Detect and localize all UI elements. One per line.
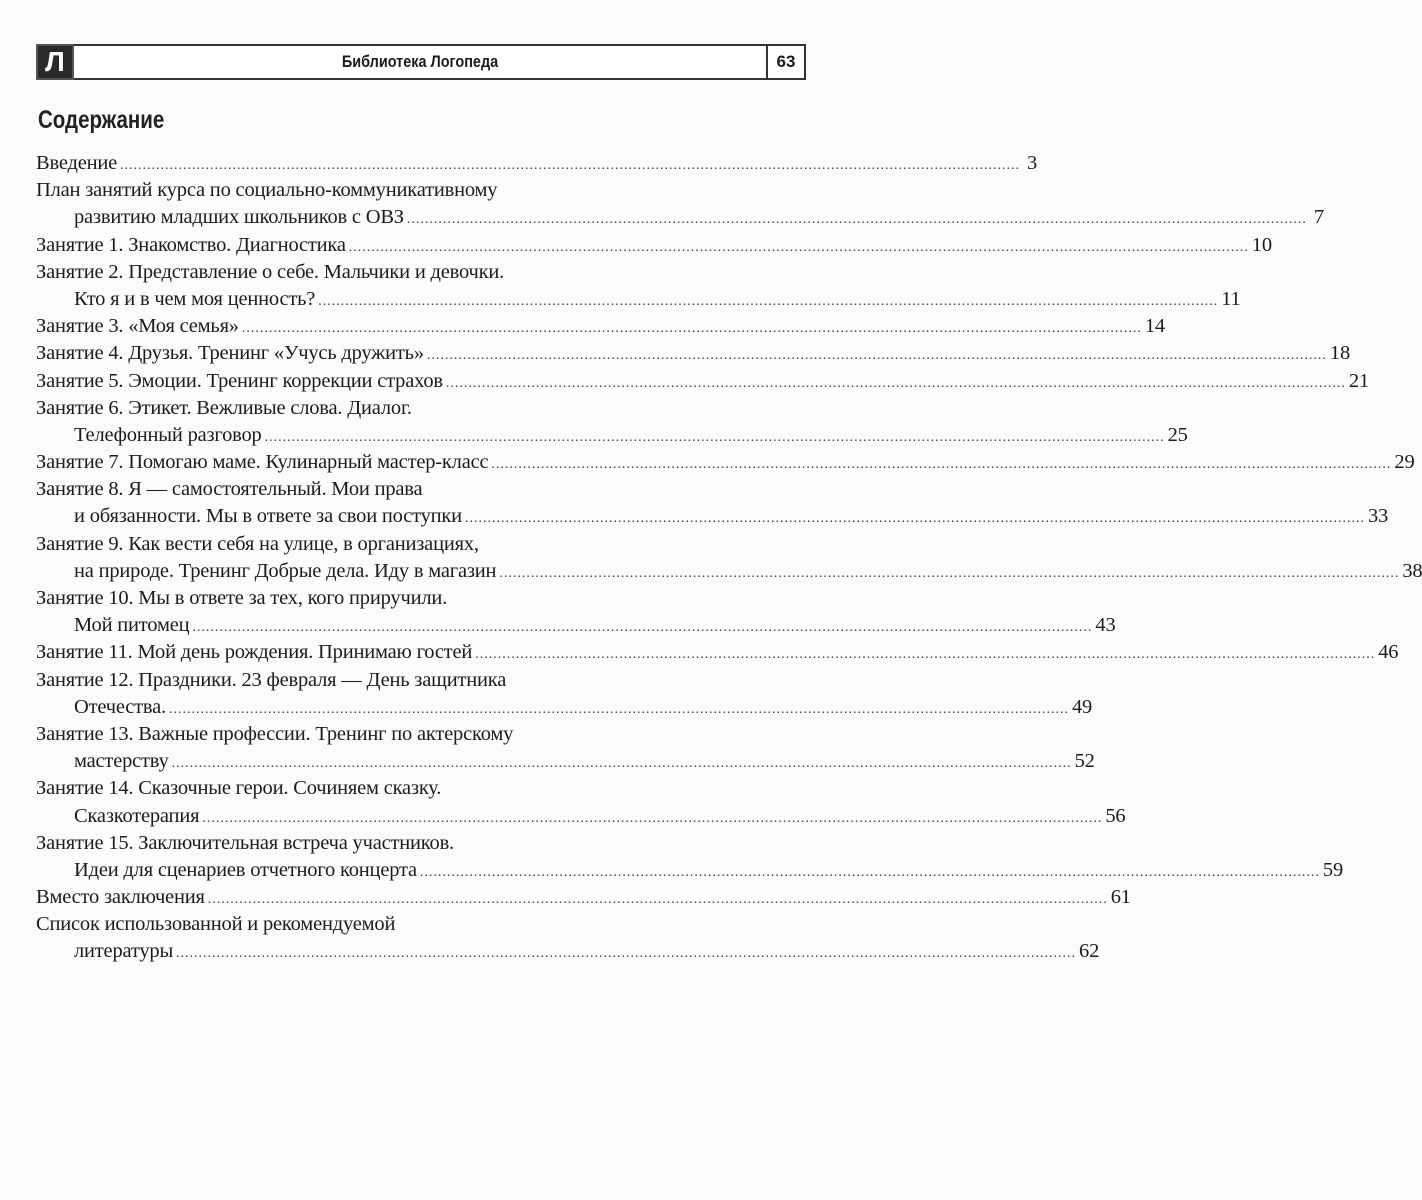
toc-entry[interactable] [36, 340, 1350, 367]
toc-page-number: 3 [1026, 152, 1038, 174]
dot-leader: ........................................................................................................................................................................................................ [192, 620, 1093, 636]
toc-page-number: 21 [1348, 369, 1370, 392]
toc-page-number: 61 [1110, 886, 1131, 909]
toc-entry-title: Занятие 3. «Моя семья» [36, 315, 239, 338]
toc-entry[interactable] [36, 639, 1399, 666]
toc-entry-title: Телефонный разговор [74, 423, 262, 446]
toc-entry-title: Занятие 5. Эмоции. Тренинг коррекции страхов [36, 369, 443, 392]
toc-entry[interactable] [36, 313, 1165, 340]
toc-entry[interactable] [36, 395, 1188, 449]
library-logo: Л [36, 44, 74, 80]
toc-entry-title: литературы [74, 940, 174, 963]
toc-entry-title: Занятие 2. Представление о себе. Мальчики и девочки. [36, 260, 505, 283]
dot-leader: ........................................................................................................................................................................................................ [419, 864, 1320, 880]
toc-entry-title: Занятие 11. Мой день рождения. Принимаю гостей [36, 641, 473, 664]
toc-entry[interactable] [36, 531, 1422, 585]
toc-entry-line [36, 476, 788, 503]
toc-entry-line [36, 694, 1093, 721]
toc-entry-line [36, 531, 788, 558]
toc-entry-line [36, 911, 788, 938]
dot-leader: ........................................................................................................................................................................................................ [464, 511, 1365, 527]
toc-entry-title: Список использованной и рекомендуемой [36, 913, 396, 936]
toc-page-number: 10 [1251, 233, 1272, 256]
toc-entry[interactable] [36, 884, 1131, 911]
toc-page-number: 59 [1322, 858, 1344, 881]
toc-page-number: 14 [1144, 315, 1165, 338]
toc-entry-title: Занятие 1. Знакомство. Диагностика [36, 233, 346, 256]
toc-entry-line [36, 259, 788, 286]
toc-entry[interactable] [36, 585, 1116, 639]
toc-entry-title: развитию младших школьников с ОВЗ [74, 206, 404, 229]
toc-entry-line [36, 830, 788, 857]
toc-entry-line [36, 585, 788, 612]
toc-entry[interactable] [36, 721, 1095, 775]
toc-page-number: 38 [1402, 559, 1422, 582]
table-of-contents [36, 150, 1422, 966]
toc-entry-line [36, 558, 1422, 585]
toc-entry-title: мастерству [74, 750, 169, 773]
toc-entry-line [36, 422, 1188, 449]
toc-entry-line [36, 884, 1131, 911]
toc-entry[interactable] [36, 177, 1324, 231]
running-header [36, 44, 806, 80]
toc-entry-line [36, 232, 1272, 259]
toc-page-number: 56 [1105, 804, 1126, 827]
toc-entry-title: Кто я и в чем моя ценность? [74, 287, 316, 310]
toc-page-number: 25 [1167, 423, 1188, 446]
toc-entry-title: План занятий курса по социально-коммуникативному [36, 179, 498, 202]
toc-entry-title: Занятие 14. Сказочные герои. Сочиняем сказку. [36, 777, 442, 800]
toc-entry-title: Идеи для сценариев отчетного концерта [74, 858, 417, 881]
dot-leader: ........................................................................................................................................................................................................ [475, 647, 1376, 663]
toc-entry-title: Сказкотерапия [74, 804, 200, 827]
toc-entry-title: Занятие 13. Важные профессии. Тренинг по актерскому [36, 722, 514, 745]
toc-entry-line [36, 395, 788, 422]
toc-entry[interactable] [36, 476, 1389, 530]
toc-entry-line [36, 313, 1165, 340]
dot-leader: ........................................................................................................................................................................................................ [207, 892, 1108, 908]
toc-entry-title: Занятие 10. Мы в ответе за тех, кого приручили. [36, 587, 448, 609]
toc-page-number: 62 [1079, 940, 1100, 963]
page-number: 63 [766, 44, 806, 80]
toc-page-number: 29 [1394, 451, 1415, 474]
toc-page-number: 33 [1367, 505, 1389, 528]
toc-entry-title: Занятие 12. Праздники. 23 февраля — День защитника [36, 668, 507, 691]
toc-entry-line [36, 449, 1415, 476]
toc-entry[interactable] [36, 775, 1126, 829]
dot-leader: ........................................................................................................................................................................................................ [445, 375, 1346, 391]
toc-entry-line [36, 150, 1038, 177]
toc-entry[interactable] [36, 911, 1100, 965]
toc-entry-title: и обязанности. Мы в ответе за свои поступки [74, 505, 462, 528]
toc-heading: Содержание [38, 106, 165, 134]
toc-entry-title: Занятие 8. Я — самостоятельный. Мои права [36, 478, 423, 501]
toc-page-number: 43 [1095, 614, 1116, 637]
toc-entry-line [36, 775, 788, 802]
dot-leader: ........................................................................................................................................................................................................ [348, 239, 1249, 255]
toc-page-number: 46 [1378, 641, 1399, 664]
toc-page-number: 18 [1329, 342, 1350, 365]
toc-entry-line [36, 857, 1344, 884]
toc-entry-title: Занятие 6. Этикет. Вежливые слова. Диалог. [36, 396, 412, 419]
toc-entry-line [36, 340, 1350, 367]
toc-entry-title: Занятие 15. Заключительная встреча участников. [36, 831, 454, 854]
toc-entry[interactable] [36, 830, 1344, 884]
toc-entry-title: Отечества. [74, 695, 166, 718]
toc-entry-line [36, 748, 1095, 775]
toc-entry-title: Занятие 9. Как вести себя на улице, в организациях, [36, 532, 479, 555]
toc-entry[interactable] [36, 449, 1415, 476]
dot-leader: ........................................................................................................................................................................................................ [264, 429, 1165, 445]
toc-entry-line [36, 368, 1370, 395]
toc-entry-line [36, 938, 1100, 965]
toc-entry-line [36, 503, 1389, 530]
toc-entry-title: Вместо заключения [36, 886, 205, 909]
toc-entry-line [36, 177, 788, 204]
toc-entry-line [36, 286, 1241, 313]
toc-entry[interactable] [36, 232, 1272, 259]
dot-leader: ........................................................................................................................................................................................................ [241, 321, 1142, 337]
toc-entry-line [36, 204, 1324, 231]
toc-entry-title: Занятие 4. Друзья. Тренинг «Учусь дружить» [36, 342, 424, 365]
dot-leader: ........................................................................................................................................................................................................ [176, 946, 1077, 962]
toc-entry-line [36, 803, 1126, 830]
toc-entry-title: Занятие 7. Помогаю маме. Кулинарный мастер-класс [36, 451, 489, 474]
toc-entry-line [36, 612, 1116, 639]
dot-leader: ........................................................................................................................................................................................................ [171, 756, 1072, 772]
dot-leader: ........................................................................................................................................................................................................ [318, 293, 1219, 309]
dot-leader: ........................................................................................................................................................................................................ [202, 810, 1103, 826]
toc-page-number: 49 [1071, 695, 1093, 718]
header-title: Библиотека Логопеда [341, 52, 499, 71]
dot-leader: ........................................................................................................................................................................................................ [491, 457, 1392, 473]
toc-entry-line [36, 721, 788, 748]
dot-leader: ........................................................................................................................................................................................................ [499, 565, 1400, 581]
toc-entry-title: на природе. Тренинг Добрые дела. Иду в магазин [74, 559, 497, 582]
toc-entry-title: Мой питомец [74, 614, 190, 637]
toc-entry[interactable] [36, 368, 1370, 395]
dot-leader: ........................................................................................................................................................................................................ [168, 701, 1069, 717]
toc-entry-line [36, 639, 1399, 666]
toc-entry[interactable] [36, 667, 1093, 721]
dot-leader: ........................................................................................................................................................................................................ [120, 158, 1021, 173]
toc-page-number: 11 [1221, 287, 1241, 310]
dot-leader: ........................................................................................................................................................................................................ [426, 348, 1327, 364]
toc-page-number: 7 [1313, 206, 1324, 229]
toc-entry[interactable] [36, 150, 1038, 177]
toc-entry-title: Введение [36, 152, 118, 174]
toc-page-number: 52 [1074, 750, 1095, 773]
toc-entry[interactable] [36, 259, 1241, 313]
dot-leader: ........................................................................................................................................................................................................ [406, 212, 1307, 228]
toc-entry-line [36, 667, 788, 694]
